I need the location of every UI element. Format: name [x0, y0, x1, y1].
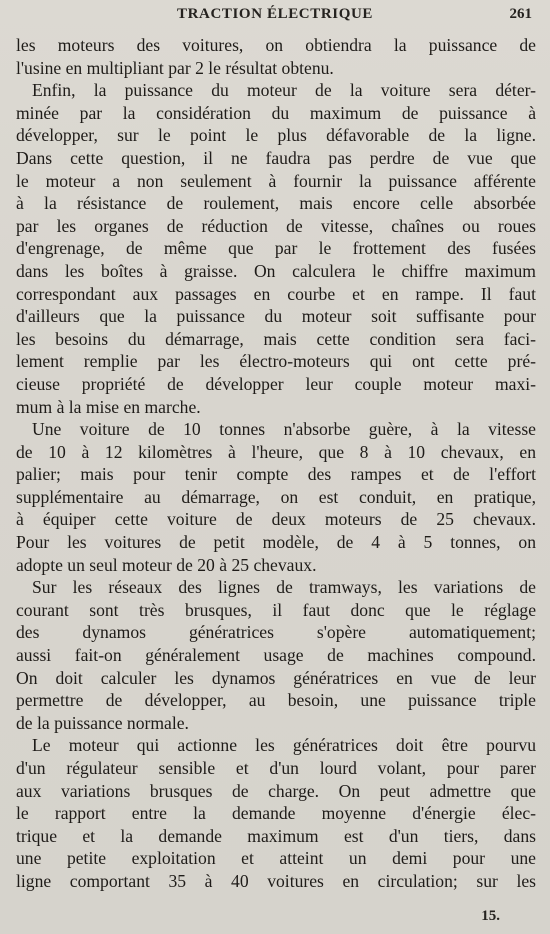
text-line: développer, sur le point le plus défavorable de la ligne. — [16, 125, 536, 146]
text-line: supplémentaire au démarrage, on est conduit, en pratique, — [16, 486, 536, 507]
text-line: Sur les réseaux des lignes de tramways, les variations de — [32, 577, 536, 598]
text-line: permettre de développer, au besoin, une puissance triple — [16, 690, 536, 711]
page-number: 261 — [509, 6, 532, 22]
text-line: Une voiture de 10 tonnes n'absorbe guère, à la vitesse — [32, 419, 536, 440]
text-line: les besoins du démarrage, mais cette condition sera faci- — [16, 328, 536, 349]
paragraph — [16, 576, 536, 734]
text-line: adopte un seul moteur de 20 à 25 chevaux. — [16, 554, 317, 575]
text-line: d'engrenage, de même que par le frottement des fusées — [16, 238, 536, 259]
text-line: Enfin, la puissance du moteur de la voiture sera déter- — [32, 80, 536, 101]
text-line: dans les boîtes à graisse. On calculera le chiffre maximum — [16, 260, 536, 281]
paragraph — [16, 418, 536, 576]
text-line: minée par la considération du maximum de puissance à — [16, 102, 536, 123]
text-line: de la puissance normale. — [16, 712, 189, 733]
text-line: à équiper cette voiture de deux moteurs de 25 chevaux. — [16, 509, 536, 530]
text-line: aussi fait-on généralement usage de machines compound. — [16, 645, 536, 666]
text-line: de 10 à 12 kilomètres à l'heure, que 8 à 10 chevaux, en — [16, 441, 536, 462]
text-line: d'un régulateur sensible et d'un lourd volant, pour parer — [16, 758, 536, 778]
text-line: correspondant aux passages en courbe et en rampe. Il faut — [16, 283, 536, 304]
text-line: le rapport entre la demande moyenne d'énergie élec- — [16, 803, 536, 824]
paragraph — [16, 34, 536, 79]
text-line: les moteurs des voitures, on obtiendra la puissance de — [16, 35, 536, 55]
text-line: le moteur a non seulement à fournir la puissance afférente — [16, 170, 536, 191]
running-title: TRACTION ÉLECTRIQUE — [176, 6, 374, 22]
paragraph — [16, 79, 536, 418]
paragraph — [16, 734, 536, 892]
text-line: Le moteur qui actionne les génératrices doit être pourvu — [32, 735, 536, 756]
text-line: Pour les voitures de petit modèle, de 4 à 5 tonnes, on — [16, 532, 536, 553]
text-line: des dynamos génératrices s'opère automatiquement; — [16, 622, 536, 643]
text-line: à la résistance de roulement, mais encore celle absorbée — [16, 193, 536, 214]
text-line: aux variations brusques de charge. On peut admettre que — [16, 780, 536, 801]
text-line: une petite exploitation et atteint un demi pour une — [16, 848, 536, 869]
body-text — [16, 34, 536, 893]
text-line: trique et la demande maximum est d'un tiers, dans — [16, 825, 536, 846]
signature-mark: 15. — [481, 908, 500, 924]
text-line: mum à la mise en marche. — [16, 396, 201, 417]
text-line: ligne comportant 35 à 40 voitures en circulation; sur les — [16, 870, 536, 891]
text-line: lement remplie par les électro-moteurs qui ont cette pré- — [16, 351, 536, 372]
text-line: par les organes de réduction de vitesse, chaînes ou roues — [16, 215, 536, 236]
text-line: d'ailleurs que la puissance du moteur soit suffisante pour — [16, 306, 536, 327]
text-line: On doit calculer les dynamos génératrices en vue de leur — [16, 667, 536, 688]
text-line: palier; mais pour tenir compte des rampes et de l'effort — [16, 464, 536, 485]
text-line: courant sont très brusques, il faut donc que le réglage — [16, 599, 536, 620]
text-line: l'usine en multipliant par 2 le résultat obtenu. — [16, 57, 334, 78]
text-line: Dans cette question, il ne faudra pas perdre de vue que — [16, 147, 536, 168]
text-line: cieuse propriété de développer leur couple moteur maxi- — [16, 373, 536, 394]
running-header — [0, 6, 550, 26]
